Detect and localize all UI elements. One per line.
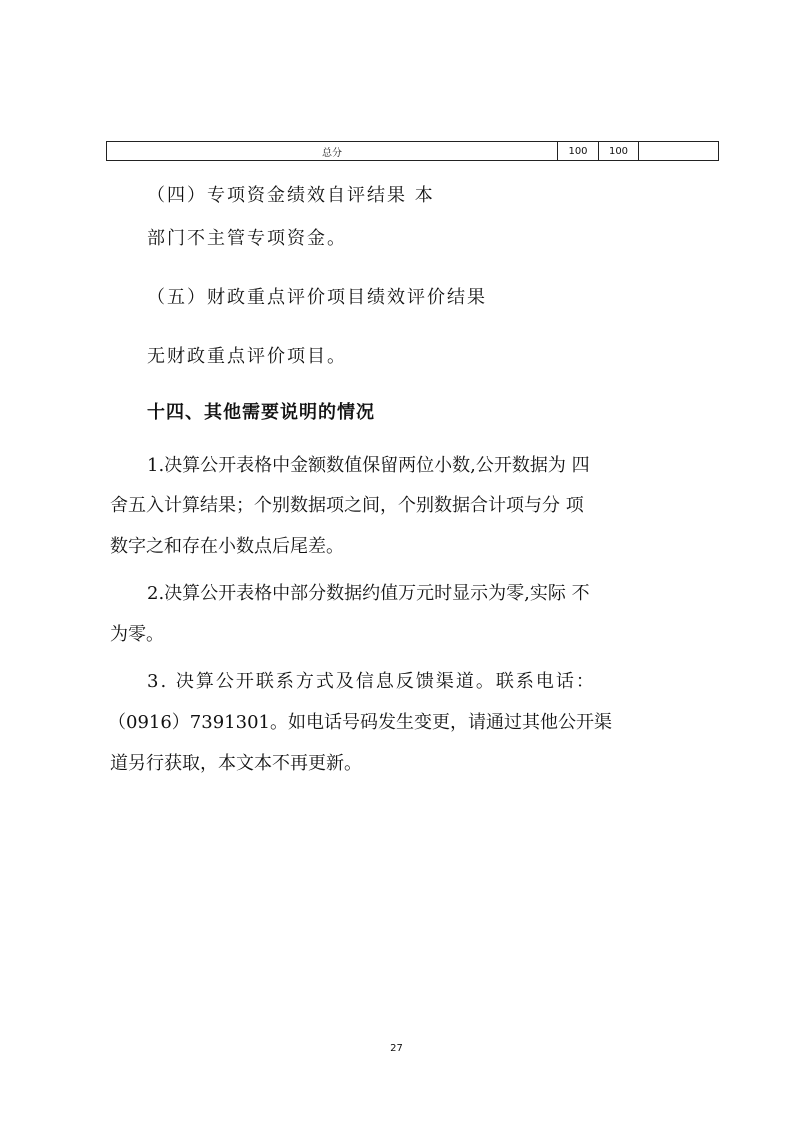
note-3-line-3: 道另行获取，本文本不再更新。 (110, 753, 362, 774)
note-1-line-3: 数字之和存在小数点后尾差。 (110, 536, 344, 557)
section-5-body: 无财政重点评价项目。 (147, 346, 347, 367)
score-cell-1: 100 (558, 142, 599, 161)
empty-cell (639, 142, 719, 161)
table-row (107, 142, 719, 161)
section-14-heading: 十四、其他需要说明的情况 (147, 402, 375, 423)
section-4-heading: （四）专项资金绩效自评结果 本 (147, 185, 435, 206)
note-2-line-1: 2.决算公开表格中部分数据约值万元时显示为零,实际 不 (147, 583, 590, 604)
total-score-table (106, 141, 719, 161)
section-4-body: 部门不主管专项资金。 (147, 228, 347, 249)
page-number: 27 (390, 1043, 403, 1054)
note-1-line-2: 舍五入计算结果；个别数据项之间，个别数据合计项与分 项 (110, 495, 584, 516)
note-3-line-2: （0916）7391301。如电话号码发生变更，请通过其他公开渠 (108, 712, 612, 733)
total-label-cell: 总分 (107, 142, 558, 161)
note-2-line-2: 为零。 (110, 624, 164, 645)
note-3-line-1: 3. 决算公开联系方式及信息反馈渠道。联系电话： (147, 671, 596, 692)
section-5-heading: （五）财政重点评价项目绩效评价结果 (147, 287, 487, 308)
score-cell-2: 100 (599, 142, 639, 161)
note-1-line-1: 1.决算公开表格中金额数值保留两位小数,公开数据为 四 (147, 455, 590, 476)
